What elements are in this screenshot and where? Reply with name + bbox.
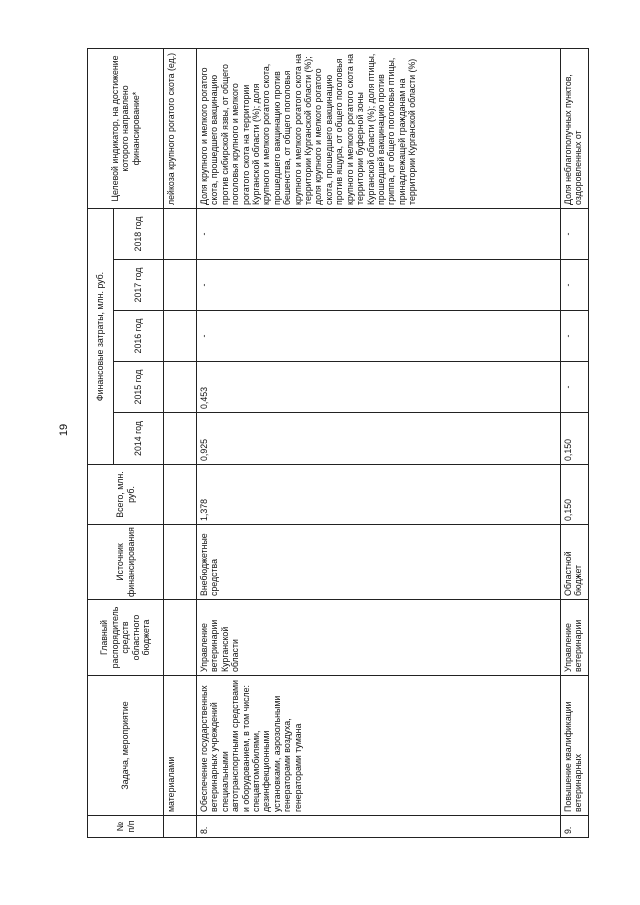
row-2017: - xyxy=(561,260,589,311)
header-task: Задача, мероприятие xyxy=(88,676,164,816)
header-row-1 xyxy=(88,48,114,837)
row-2014: 0,925 xyxy=(197,413,561,465)
row-2016: - xyxy=(197,311,561,362)
row-indicator: лейкоза крупного рогатого скота (ед.) xyxy=(164,48,197,208)
row-task: Повышение квалификации ветеринарных xyxy=(561,676,589,816)
header-costs: Финансовые затраты, млн. руб. xyxy=(88,208,114,464)
row-indicator: Доля крупного и мелкого рогатого скота, прошедшего вакцинацию против сибирской язвы, от общего поголовья крупного и мелкого рогатого скота на территории Курганской области (%); доля крупного и мелкого рогатого скота, прошедшего вакцинацию против бешенства, от общего поголовья крупного и мелкого рогатого скота на территории Курганской области (%); доля крупного и мелкого рогатого скота, прошедшего вакцинацию против ящура, от общего поголовья крупного и мелкого рогатого скота на территории буферной зоны Курганской области (%); доля птицы, прошедшей вакцинацию против гриппа, от общего поголовья птицы, принадлежащей гражданам на территории Курганской области (%) xyxy=(197,48,561,208)
page-number: 19 xyxy=(58,423,71,437)
header-num: № п/п xyxy=(88,816,164,838)
row-2017: - xyxy=(197,260,561,311)
header-year-2016: 2016 год xyxy=(114,311,164,362)
row-manager: Управление ветеринарии Курганской области xyxy=(197,600,561,676)
row-source xyxy=(164,525,197,600)
row-2015 xyxy=(164,362,197,413)
row-total xyxy=(164,465,197,525)
row-indicator: Доля неблагополучных пунктов, оздоровленных от xyxy=(561,48,589,208)
row-manager xyxy=(164,600,197,676)
row-2016: - xyxy=(561,311,589,362)
header-total: Всего, млн. руб. xyxy=(88,465,164,525)
header-indicator: Целевой индикатор, на достижение которого направлено финансирование* xyxy=(88,48,164,208)
row-2018 xyxy=(164,208,197,259)
header-year-2017: 2017 год xyxy=(114,260,164,311)
row-manager: Управление ветеринарии xyxy=(561,600,589,676)
row-total: 0,150 xyxy=(561,465,589,525)
row-task: Обеспечение государственных ветеринарных учреждений специальными автотранспортными средствами и оборудованием, в том числе: спецавтомобилями, дезинфекционными установками, аэрозольными генераторами воздуха, генераторами тумана xyxy=(197,676,561,816)
row-num: 8. xyxy=(197,816,561,838)
row-2015: - xyxy=(561,362,589,413)
table-row xyxy=(164,48,197,837)
table-row xyxy=(197,48,561,837)
header-year-2014: 2014 год xyxy=(114,413,164,465)
row-num: 9. xyxy=(561,816,589,838)
row-2018: - xyxy=(197,208,561,259)
header-year-2018: 2018 год xyxy=(114,208,164,259)
row-source: Внебюджетные средства xyxy=(197,525,561,600)
financing-table xyxy=(87,48,589,838)
header-year-2015: 2015 год xyxy=(114,362,164,413)
table-row xyxy=(561,48,589,837)
row-2014: 0,150 xyxy=(561,413,589,465)
row-source: Областной бюджет xyxy=(561,525,589,600)
row-2018: - xyxy=(561,208,589,259)
row-2017 xyxy=(164,260,197,311)
row-2015: 0,453 xyxy=(197,362,561,413)
row-2014 xyxy=(164,413,197,465)
row-total: 1,378 xyxy=(197,465,561,525)
rotated-table-container xyxy=(87,52,589,838)
row-task: материалами xyxy=(164,676,197,816)
row-2016 xyxy=(164,311,197,362)
row-num xyxy=(164,816,197,838)
header-source: Источник финансирования xyxy=(88,525,164,600)
header-manager: Главный распорядитель средств областного бюджета xyxy=(88,600,164,676)
